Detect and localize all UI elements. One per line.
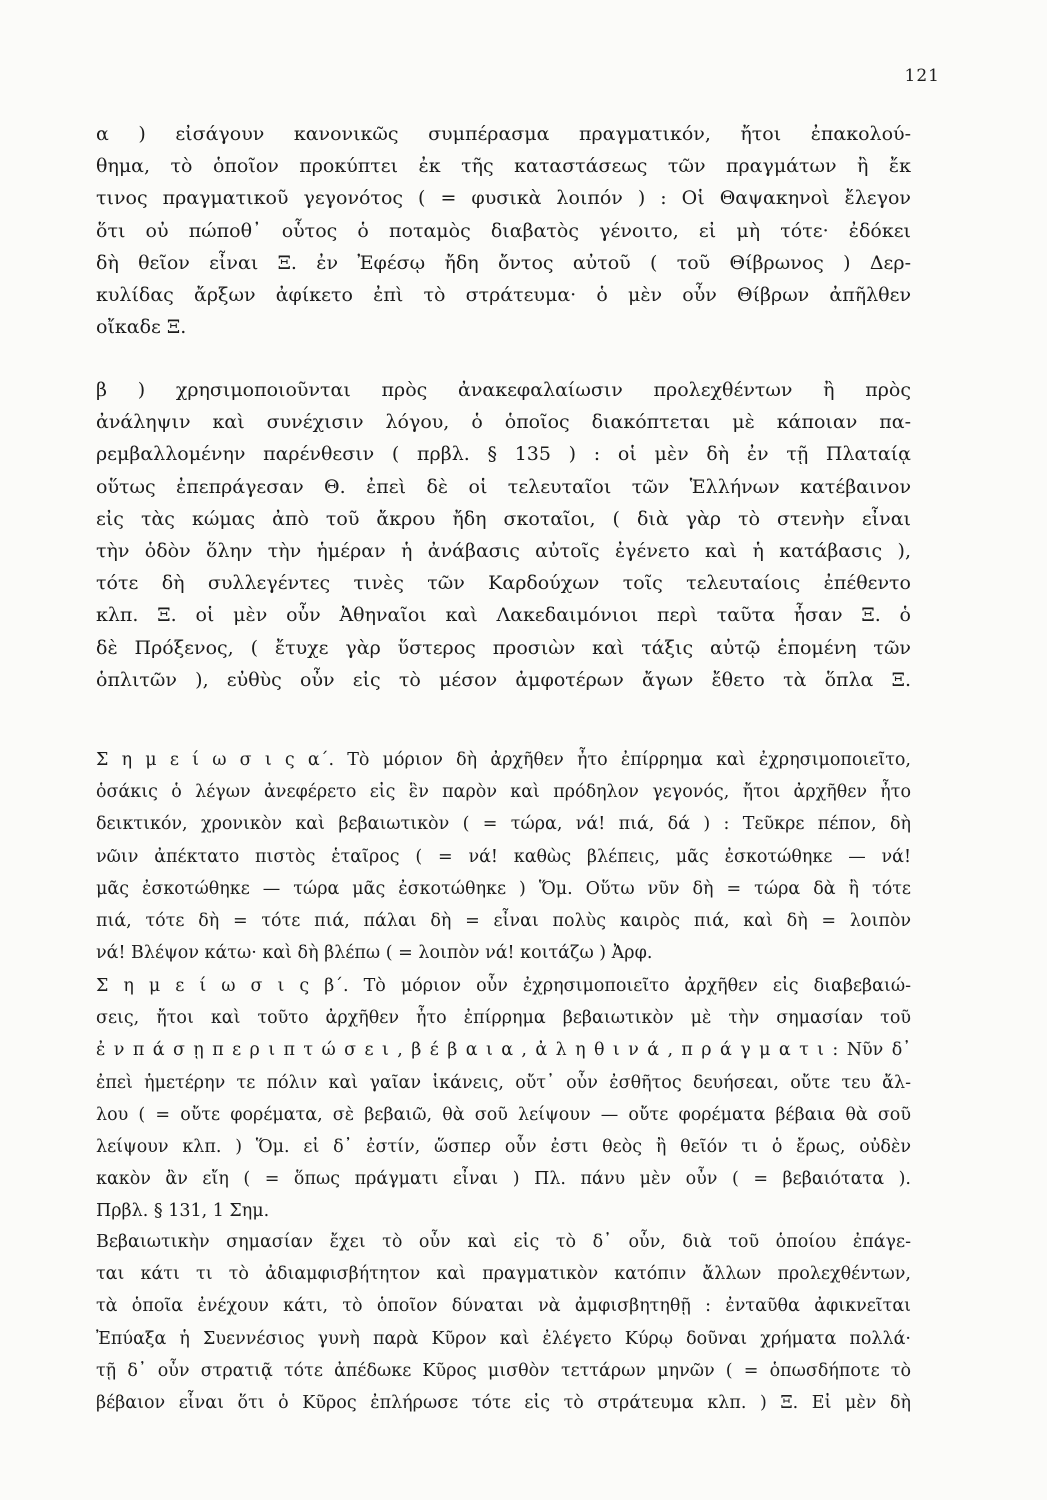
text-line: β ) χρησιμοποιοῦνται πρὸς ἀνακεφαλαίωσιν προλεχθέντων ἢ πρὸς xyxy=(96,379,911,401)
note-beta xyxy=(96,970,911,1228)
text-line: οἴκαδε Ξ. xyxy=(96,316,187,339)
note-line: νῶιν ἀπέκτατο πιστὸς ἑταῖρος ( = νά! καθὼς βλέπεις, μᾶς ἐσκοτώθηκε — νά! xyxy=(96,846,911,867)
page-number: 121 xyxy=(904,66,940,86)
text-line: τότε δὴ συλλεγέντες τινὲς τῶν Καρδούχων τοῖς τελευταίοις ἐπέθεντο xyxy=(96,572,911,595)
text-line: βέβαιον εἶναι ὅτι ὁ Κῦρος ἐπλήρωσε τότε εἰς τὸ στράτευμα κλπ. ) Ξ. Εἰ μὲν δὴ xyxy=(96,1392,911,1413)
text-line: ὁπλιτῶν ), εὐθὺς οὖν εἰς τὸ μέσον ἀμφοτέρων ἄγων ἔθετο τὰ ὅπλα Ξ. xyxy=(96,668,911,691)
note-alpha xyxy=(96,744,911,969)
text-line: ὅτι οὐ πώποθ᾽ οὗτος ὁ ποταμὸς διαβατὸς γένοιτο, εἰ μὴ τότε· ἐδόκει xyxy=(96,219,911,242)
note-line: νά! Βλέψον κάτω· καὶ δὴ βλέπω ( = λοιπὸν νά! κοιτάζω ) Ἀρφ. xyxy=(96,943,653,964)
text-line: τῇ δ᾽ οὖν στρατιᾷ τότε ἀπέδωκε Κῦρος μισθὸν τεττάρων μηνῶν ( = ὁπωσδήποτε τὸ xyxy=(96,1360,911,1381)
note-line: πιά, τότε δὴ = τότε πιά, πάλαι δὴ = εἶναι πολὺς καιρὸς πιά, καὶ δὴ = λοιπὸν xyxy=(96,910,911,931)
text-line: Ἐπύαξα ἡ Συεννέσιος γυνὴ παρὰ Κῦρον καὶ ἐλέγετο Κύρῳ δοῦναι χρήματα πολλά· xyxy=(96,1328,911,1349)
paragraph-final xyxy=(96,1226,911,1419)
note-line: λου ( = οὔτε φορέματα, σὲ βεβαιῶ, θὰ σοῦ λείψουν — οὔτε φορέματα βέβαια θὰ σοῦ xyxy=(96,1104,911,1125)
text-line: ται κάτι τι τὸ ἀδιαμφισβήτητον καὶ πραγματικὸν κατόπιν ἄλλων προλεχθέντων, xyxy=(96,1264,911,1285)
text-line: θημα, τὸ ὁποῖον προκύπτει ἐκ τῆς καταστάσεως τῶν πραγμάτων ἢ ἔκ xyxy=(96,155,911,178)
note-line: μᾶς ἐσκοτώθηκε — τώρα μᾶς ἐσκοτώθηκε ) Ὅμ. Οὕτω νῦν δὴ = τώρα δὰ ἢ τότε xyxy=(96,878,911,899)
text-line: α ) εἰσάγουν κανονικῶς συμπέρασμα πραγματικόν, ἤτοι ἐπακολού- xyxy=(96,123,911,145)
paragraph-b xyxy=(96,374,911,696)
text-line: τινος πραγματικοῦ γεγονότος ( = φυσικὰ λοιπόν ) : Οἱ Θαψακηνοὶ ἔλεγον xyxy=(96,187,911,210)
note-line: σεις, ἤτοι καὶ τοῦτο ἀρχῆθεν ἦτο ἐπίρρημα βεβαιωτικὸν μὲ τὴν σημασίαν τοῦ xyxy=(96,1008,911,1029)
text-line: δὴ θεῖον εἶναι Ξ. ἐν Ἐφέσῳ ἤδη ὄντος αὐτοῦ ( τοῦ Θίβρωνος ) Δερ- xyxy=(96,251,911,274)
text-line: κυλίδας ἄρξων ἀφίκετο ἐπὶ τὸ στράτευμα· ὁ μὲν οὖν Θίβρων ἀπῆλθεν xyxy=(96,283,911,306)
text-line: δὲ Πρόξενος, ( ἔτυχε γὰρ ὕστερος προσιὼν καὶ τάξις αὐτῷ ἑπομένη τῶν xyxy=(96,636,911,659)
note-line: δεικτικόν, χρονικὸν καὶ βεβαιωτικὸν ( = τώρα, νά! πιά, δά ) : Τεῦκρε πέπον, δὴ xyxy=(96,814,911,835)
text-line: τὴν ὁδὸν ὅλην τὴν ἡμέραν ἡ ἀνάβασις αὐτοῖς ἐγένετο καὶ ἡ κατάβασις ), xyxy=(96,539,911,562)
note-line: ἐπεὶ ἡμετέρην τε πόλιν καὶ γαῖαν ἱκάνεις, οὔτ᾽ οὖν ἐσθῆτος δευήσεαι, οὔτε τευ ἄλ- xyxy=(96,1072,911,1093)
text-line: οὕτως ἐπεπράγεσαν Θ. ἐπεὶ δὲ οἱ τελευταῖοι τῶν Ἑλλήνων κατέβαινον xyxy=(96,475,911,498)
note-line: Σ η μ ε ί ω σ ι ς β΄. Τὸ μόριον οὖν ἐχρησιμοποιεῖτο ἀρχῆθεν εἰς διαβεβαιώ- xyxy=(96,976,911,996)
text-line: ἀνάληψιν καὶ συνέχισιν λόγου, ὁ ὁποῖος διακόπτεται μὲ κάποιαν πα- xyxy=(96,411,911,434)
note-line: Σ η μ ε ί ω σ ι ς α΄. Τὸ μόριον δὴ ἀρχῆθεν ἦτο ἐπίρρημα καὶ ἐχρησιμοποιεῖτο, xyxy=(96,750,911,770)
note-line: ἐ ν π ά σ ῃ π ε ρ ι π τ ώ σ ε ι , β έ β α ι α , ἀ λ η θ ι ν ά , π ρ ά γ μ α τ ι : Νῦν δ᾽ xyxy=(96,1040,911,1061)
text-line: εἰς τὰς κώμας ἀπὸ τοῦ ἄκρου ἤδη σκοταῖοι, ( διὰ γὰρ τὸ στενὴν εἶναι xyxy=(96,507,911,530)
note-line: ὁσάκις ὁ λέγων ἀνεφέρετο εἰς ἓν παρὸν καὶ πρόδηλον γεγονός, ἤτοι ἀρχῆθεν ἦτο xyxy=(96,782,911,803)
paragraph-a xyxy=(96,118,911,343)
text-line: ρεμβαλλομένην παρένθεσιν ( πρβλ. § 135 ) : οἱ μὲν δὴ ἐν τῇ Πλαταίᾳ xyxy=(96,443,911,466)
text-line: τὰ ὁποῖα ἐνέχουν κάτι, τὸ ὁποῖον δύναται νὰ ἀμφισβητηθῇ : ἐνταῦθα ἀφικνεῖται xyxy=(96,1296,911,1317)
text-line: κλπ. Ξ. οἱ μὲν οὖν Ἀθηναῖοι καὶ Λακεδαιμόνιοι περὶ ταῦτα ἦσαν Ξ. ὁ xyxy=(96,604,911,627)
note-line: λείψουν κλπ. ) Ὅμ. εἰ δ᾽ ἐστίν, ὥσπερ οὖν ἐστι θεὸς ἢ θεῖόν τι ὁ ἔρως, οὐδὲν xyxy=(96,1136,911,1157)
note-line: κακὸν ἂν εἴη ( = ὅπως πράγματι εἶναι ) Πλ. πάνυ μὲν οὖν ( = βεβαιότατα ). xyxy=(96,1169,911,1190)
note-line: Πρβλ. § 131, 1 Σημ. xyxy=(96,1201,270,1222)
text-line: Βεβαιωτικὴν σημασίαν ἔχει τὸ οὖν καὶ εἰς τὸ δ᾽ οὖν, διὰ τοῦ ὁποίου ἐπάγε- xyxy=(96,1232,911,1252)
